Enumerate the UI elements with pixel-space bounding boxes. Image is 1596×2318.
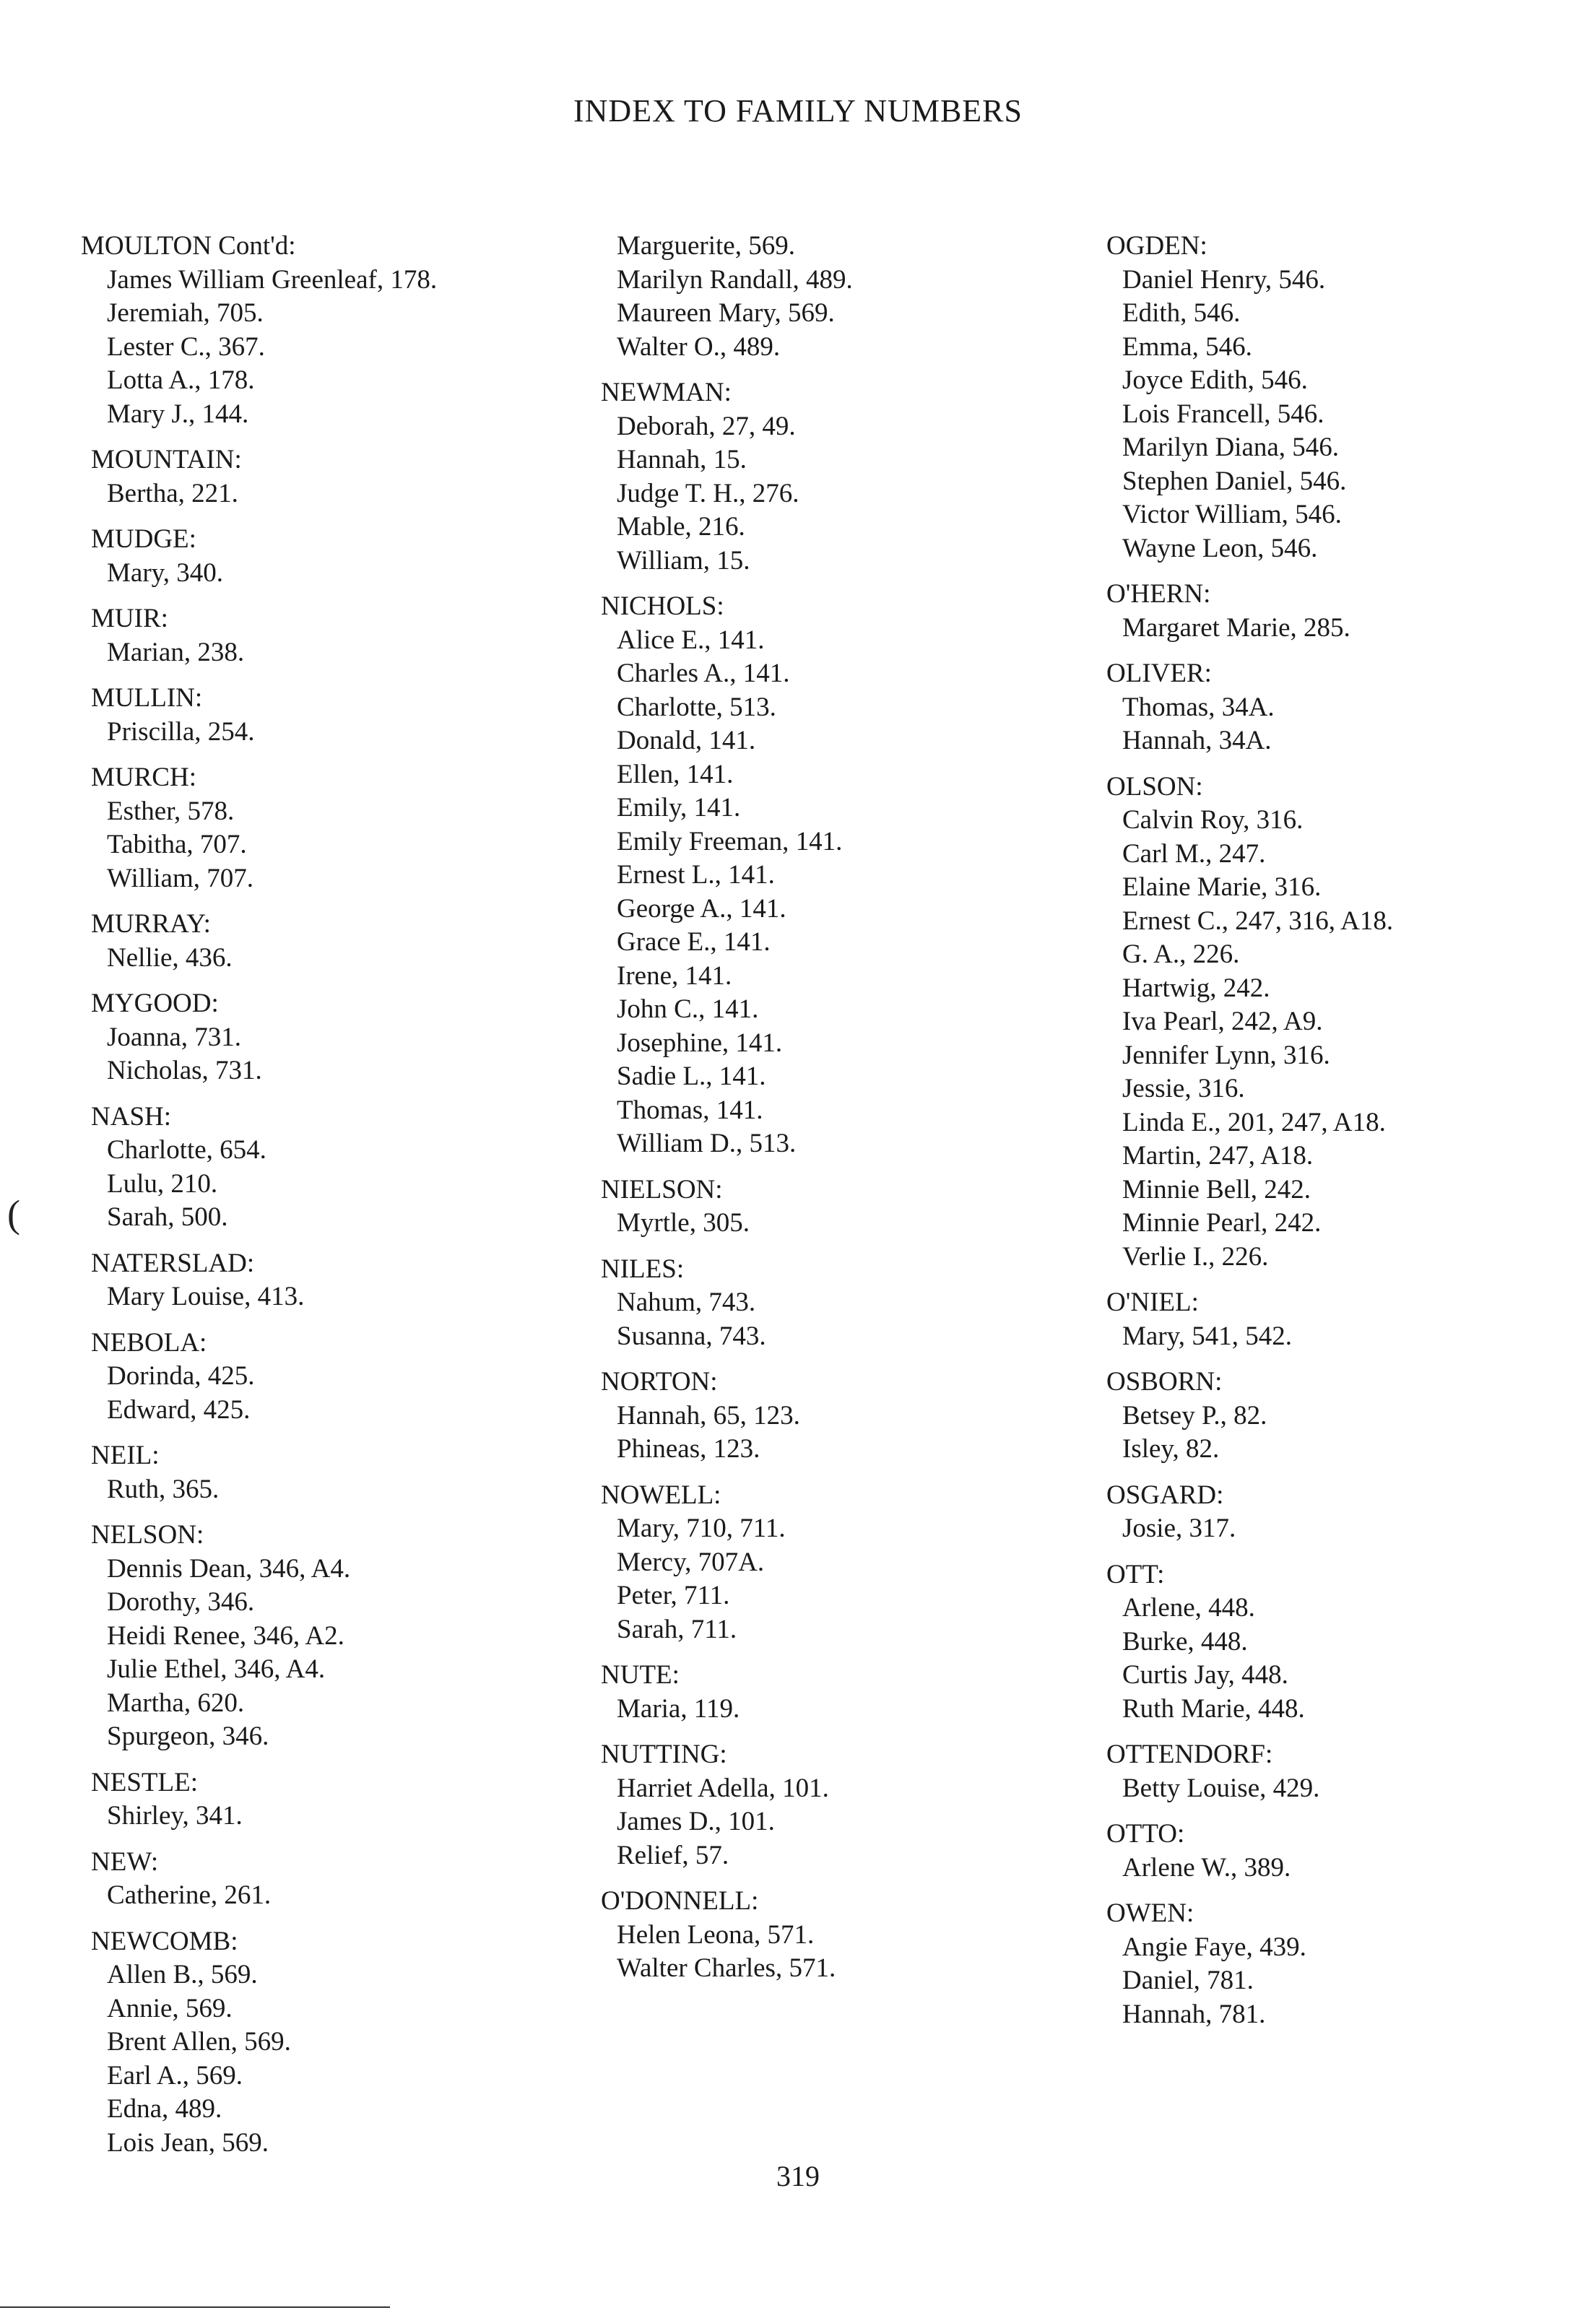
surname-group [81,1519,572,1754]
index-entry: Esther, 578. [107,796,235,826]
index-entry: Linda E., 201, 247, A18. [1122,1107,1386,1137]
index-entry: Dorinda, 425. [107,1361,255,1391]
surname-heading: MYGOOD: [91,989,219,1018]
surname-heading: OTTENDORF: [1106,1740,1273,1769]
surname-group [1096,578,1587,645]
index-entry: Grace E., 141. [617,927,771,957]
index-column-3 [1096,230,1587,2044]
index-entry: Hannah, 34A. [1122,726,1272,755]
index-entry: Ruth Marie, 448. [1122,1693,1305,1724]
index-entry: Heidi Renee, 346, A2. [107,1620,344,1651]
index-entry: Josephine, 141. [617,1028,783,1058]
index-entry: Julie Ethel, 346, A4. [107,1654,326,1684]
index-entry: Sarah, 711. [617,1614,737,1644]
index-entry: Emily Freeman, 141. [617,826,843,856]
surname-group [1096,1479,1587,1546]
surname-group [591,1738,1082,1872]
surname-heading: MUDGE: [91,524,196,554]
index-entry: Josie, 317. [1122,1514,1236,1543]
index-entry: Walter O., 489. [617,331,781,362]
index-entry: Marian, 238. [107,637,245,667]
index-entry: Isley, 82. [1122,1434,1220,1464]
surname-heading: NORTON: [601,1367,718,1397]
index-entry: George A., 141. [617,893,786,924]
surname-heading: MURRAY: [91,909,211,939]
index-entry: Walter Charles, 571. [617,1953,836,1983]
surname-heading: NEIL: [91,1441,160,1470]
surname-group [1096,1558,1587,1727]
surname-group [81,682,572,749]
index-entry: Priscilla, 254. [107,716,255,747]
index-entry: Jeremiah, 705. [107,298,264,328]
index-entry: Angie Faye, 439. [1122,1932,1306,1962]
index-entry: Mary, 541, 542. [1122,1321,1292,1351]
surname-heading: NELSON: [91,1520,204,1550]
index-entry: Ellen, 141. [617,759,734,789]
index-entry: Irene, 141. [617,960,732,991]
index-entry: Annie, 569. [107,1993,233,2023]
index-entry: Ruth, 365. [107,1474,220,1504]
index-entry: Victor William, 546. [1122,500,1342,529]
index-entry: Mary, 340. [107,557,223,588]
index-entry: Minnie Bell, 242. [1122,1174,1311,1204]
index-entry: Earl A., 569. [107,2060,243,2091]
surname-heading: NEWCOMB: [91,1926,238,1956]
index-entry: Nahum, 743. [617,1288,756,1317]
index-entry: Sadie L., 141. [617,1062,766,1091]
index-entry: Elaine Marie, 316. [1122,872,1322,902]
surname-group [591,230,1082,364]
surname-heading: O'HERN: [1106,579,1211,609]
surname-heading: O'NIEL: [1106,1288,1199,1317]
surname-heading: NEWMAN: [601,378,732,407]
index-entry: Stephen Daniel, 546. [1122,466,1347,496]
surname-heading: OLSON: [1106,771,1203,802]
surname-heading: OSBORN: [1106,1367,1223,1397]
index-entry: Susanna, 743. [617,1321,766,1351]
index-entry: Jennifer Lynn, 316. [1122,1040,1330,1070]
index-entry: Burke, 448. [1122,1626,1248,1657]
surname-heading: NESTLE: [91,1767,198,1797]
index-entry: Jessie, 316. [1122,1074,1245,1103]
surname-heading: MOULTON Cont'd: [81,231,296,261]
index-entry: Lester C., 367. [107,331,265,362]
surname-group [1096,1818,1587,1885]
surname-group [1096,1738,1587,1805]
surname-heading: O'DONNELL: [601,1886,759,1916]
index-entry: Betty Louise, 429. [1122,1773,1320,1803]
index-entry: Thomas, 141. [617,1095,763,1125]
surname-group [591,1253,1082,1354]
index-entry: Brent Allen, 569. [107,2027,291,2057]
surname-heading: NATERSLAD: [91,1248,255,1278]
index-entry: Charles A., 141. [617,659,790,688]
page-title: INDEX TO FAMILY NUMBERS [573,93,1023,129]
index-entry: Maureen Mary, 569. [617,298,835,328]
index-entry: Marguerite, 569. [617,231,795,261]
surname-group [591,1885,1082,1986]
index-entry: Mable, 216. [617,512,745,542]
surname-group [81,1846,572,1913]
surname-group [81,987,572,1088]
index-entry: Joyce Edith, 546. [1122,365,1308,395]
index-entry: Marilyn Randall, 489. [617,264,853,295]
page-number: 319 [776,2160,820,2192]
surname-group [81,602,572,669]
surname-heading: MULLIN: [91,683,203,713]
index-entry: Verlie I., 226. [1122,1241,1269,1272]
surname-group [81,523,572,590]
surname-group [81,230,572,431]
index-entry: Arlene W., 389. [1122,1852,1291,1883]
index-entry: Maria, 119. [617,1693,740,1724]
surname-group [1096,1897,1587,2031]
index-entry: Bertha, 221. [107,478,238,508]
surname-group [81,1766,572,1833]
index-entry: Emily, 141. [617,793,741,822]
index-entry: Betsey P., 82. [1122,1400,1267,1431]
surname-heading: NEW: [91,1846,159,1877]
index-entry: Daniel, 781. [1122,1966,1254,1995]
index-entry: Margaret Marie, 285. [1122,612,1350,643]
index-entry: William, 707. [107,863,254,893]
index-entry: Martha, 620. [107,1688,245,1718]
surname-heading: OTT: [1106,1559,1165,1589]
index-entry: Harriet Adella, 101. [617,1773,829,1803]
index-column-1 [81,230,572,2172]
index-entry: Tabitha, 707. [107,830,247,859]
surname-heading: NILES: [601,1254,685,1284]
index-entry: Mary Louise, 413. [107,1282,305,1311]
surname-heading: NUTE: [601,1660,680,1690]
surname-group [591,376,1082,578]
surname-heading: NUTTING: [601,1740,727,1769]
surname-group [81,1439,572,1506]
surname-group [591,590,1082,1161]
surname-group [591,1659,1082,1726]
index-entry: Joanna, 731. [107,1022,241,1052]
index-entry: Iva Pearl, 242, A9. [1122,1007,1323,1036]
index-entry: Lois Francell, 546. [1122,399,1324,429]
index-entry: Hartwig, 242. [1122,973,1270,1003]
index-entry: Peter, 711. [617,1581,730,1610]
surname-heading: OGDEN: [1106,231,1207,261]
surname-heading: MURCH: [91,763,196,792]
index-entry: Alice E., 141. [617,625,765,655]
index-entry: Lulu, 210. [107,1168,218,1199]
surname-group [81,1925,572,2161]
index-entry: Ernest L., 141. [617,860,775,890]
surname-heading: MOUNTAIN: [91,445,242,474]
surname-heading: NICHOLS: [601,591,724,621]
surname-heading: NOWELL: [601,1480,721,1510]
index-entry: Allen B., 569. [107,1960,258,1989]
index-entry: Martin, 247, A18. [1122,1141,1314,1171]
index-entry: James William Greenleaf, 178. [107,264,438,295]
index-entry: Minnie Pearl, 242. [1122,1208,1322,1238]
index-entry: Mercy, 707A. [617,1547,765,1577]
index-entry: Relief, 57. [617,1840,729,1870]
index-entry: Edna, 489. [107,2094,222,2124]
index-entry: Daniel Henry, 546. [1122,264,1326,295]
surname-group [591,1173,1082,1241]
surname-heading: NIELSON: [601,1174,723,1204]
index-entry: Curtis Jay, 448. [1122,1660,1288,1690]
index-entry: James D., 101. [617,1807,775,1836]
index-entry: Lotta A., 178. [107,365,255,395]
surname-group [81,1247,572,1314]
index-entry: John C., 141. [617,994,759,1024]
surname-heading: OTTO: [1106,1819,1185,1849]
surname-group [81,1327,572,1428]
index-entry: Judge T. H., 276. [617,478,799,508]
index-entry: Charlotte, 513. [617,692,776,722]
index-entry: Hannah, 15. [617,445,747,474]
index-entry: Mary, 710, 711. [617,1514,786,1543]
index-entry: Mary J., 144. [107,399,249,429]
index-entry: Edward, 425. [107,1394,251,1425]
index-entry: Nellie, 436. [107,942,233,973]
surname-group [81,908,572,975]
index-entry: Thomas, 34A. [1122,692,1275,722]
index-entry: Deborah, 27, 49. [617,411,796,441]
surname-heading: MUIR: [91,604,168,633]
surname-group [1096,1286,1587,1353]
surname-heading: OSGARD: [1106,1480,1224,1510]
index-entry: Charlotte, 654. [107,1135,266,1165]
index-entry: Phineas, 123. [617,1434,760,1464]
index-entry: Ernest C., 247, 316, A18. [1122,906,1394,936]
footer-rule [0,2306,390,2308]
index-entry: Dennis Dean, 346, A4. [107,1553,351,1584]
margin-mark: ( [7,1192,20,1236]
surname-group [81,761,572,895]
index-entry: Spurgeon, 346. [107,1722,269,1751]
index-entry: Dorothy, 346. [107,1587,255,1617]
surname-group [1096,1366,1587,1467]
index-entry: Catherine, 261. [107,1880,272,1910]
surname-group [81,443,572,511]
surname-heading: NEBOLA: [91,1327,207,1358]
index-entry: Wayne Leon, 546. [1122,533,1318,563]
surname-group [1096,771,1587,1275]
index-entry: Nicholas, 731. [107,1056,262,1085]
index-entry: Sarah, 500. [107,1202,228,1232]
index-entry: Donald, 141. [617,726,756,755]
surname-heading: OLIVER: [1106,659,1212,688]
index-entry: Helen Leona, 571. [617,1919,815,1950]
index-column-2 [591,230,1082,1998]
index-entry: Myrtle, 305. [617,1208,750,1238]
surname-heading: NASH: [91,1101,172,1132]
surname-group [1096,230,1587,565]
index-entry: Edith, 546. [1122,298,1241,328]
surname-group [1096,657,1587,758]
surname-group [81,1101,572,1235]
index-entry: Hannah, 781. [1122,1999,1266,2029]
surname-group [591,1479,1082,1647]
index-entry: Hannah, 65, 123. [617,1400,800,1431]
index-entry: Lois Jean, 569. [107,2127,269,2158]
surname-heading: OWEN: [1106,1898,1194,1928]
index-entry: Shirley, 341. [107,1801,243,1831]
index-entry: Carl M., 247. [1122,838,1266,869]
index-entry: William, 15. [617,545,750,576]
surname-group [591,1366,1082,1467]
index-entry: G. A., 226. [1122,939,1240,969]
index-entry: Marilyn Diana, 546. [1122,433,1340,462]
index-entry: Arlene, 448. [1122,1593,1255,1623]
index-entry: Calvin Roy, 316. [1122,805,1304,835]
index-entry: Emma, 546. [1122,331,1252,362]
index-entry: William D., 513. [617,1129,797,1158]
